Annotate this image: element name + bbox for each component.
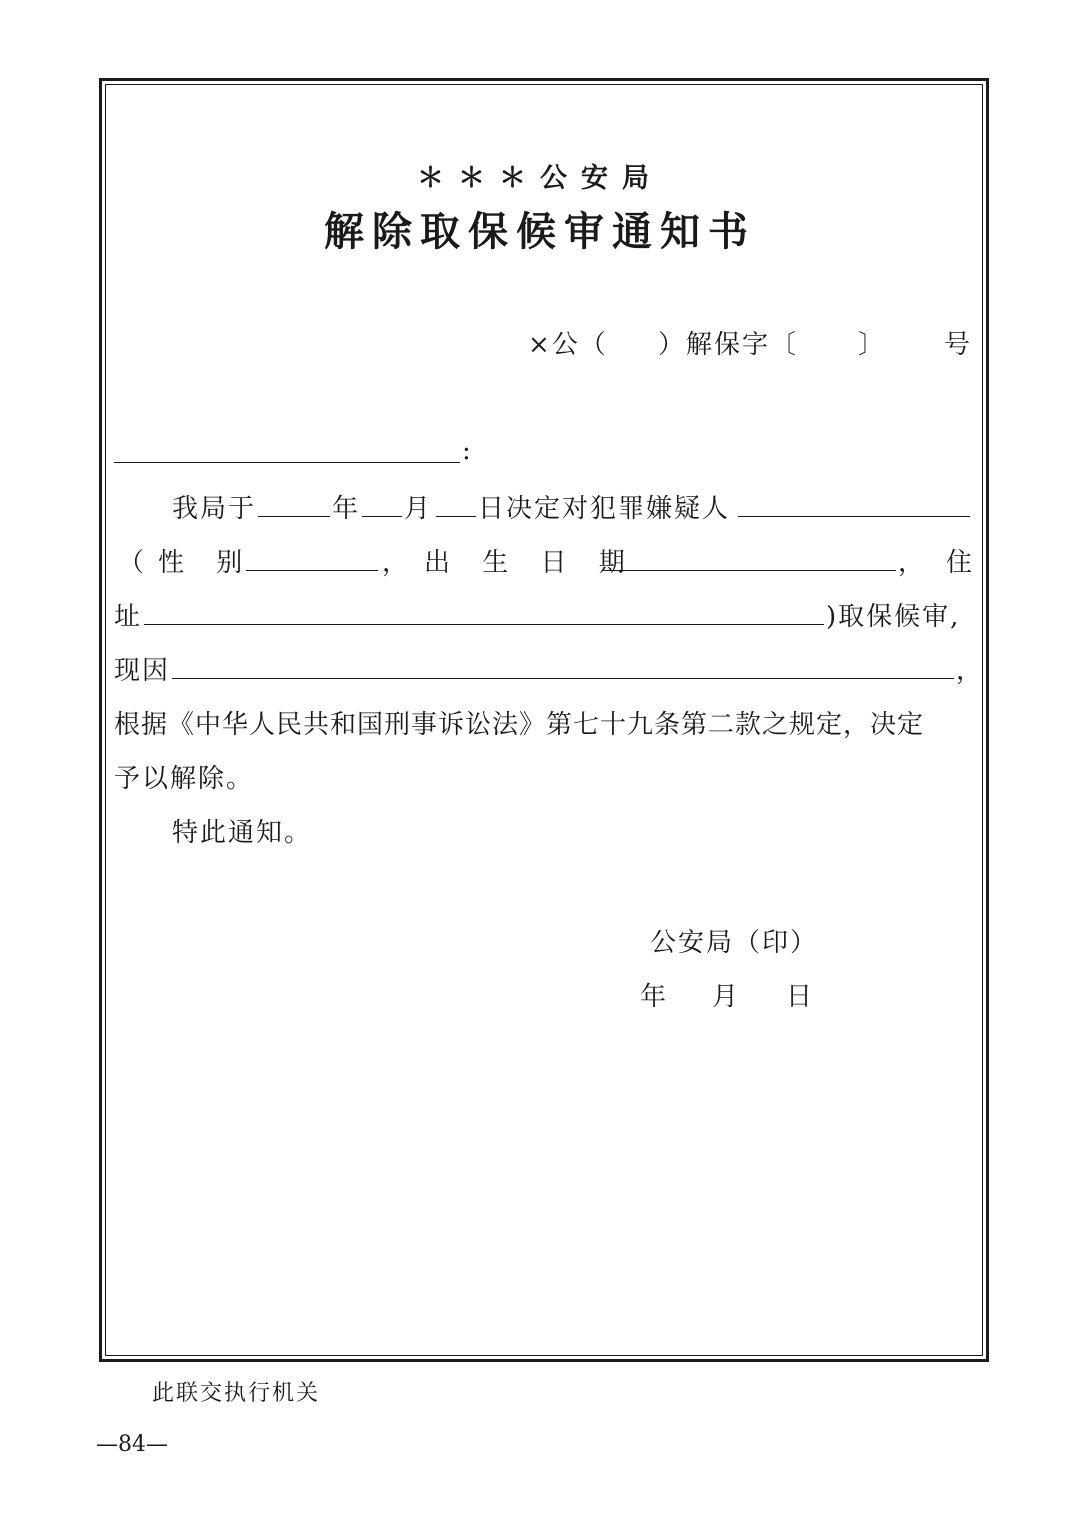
- recipient-colon: :: [462, 436, 473, 466]
- bail-text: )取保候审,: [826, 602, 961, 632]
- reason-comma: ，: [956, 656, 985, 686]
- reason-blank[interactable]: [172, 678, 954, 679]
- gender-label: 性 别: [158, 548, 255, 578]
- line2-comma2: ，: [898, 548, 927, 578]
- birth-date-label: 出 生 日 期: [424, 548, 637, 578]
- signature-year: 年: [640, 982, 669, 1012]
- legal-basis-text: 根据《中华人民共和国刑事诉讼法》第七十九条第二款之规定，决定: [114, 710, 925, 740]
- signature-month: 月: [712, 982, 741, 1012]
- signature-bureau: 公安局（印）: [650, 928, 819, 958]
- issuing-agency: ＊＊＊公安局: [417, 163, 663, 194]
- para1-day-decision: 日决定对犯罪嫌疑人: [478, 494, 731, 524]
- birth-date-blank[interactable]: [602, 570, 896, 571]
- line2-comma1: ，: [382, 548, 411, 578]
- release-text: 予以解除。: [114, 764, 255, 794]
- doc-number-suffix: 号: [944, 330, 973, 360]
- reason-label: 现因: [114, 656, 171, 686]
- para1-year-label: 年: [332, 494, 361, 524]
- address-blank[interactable]: [144, 624, 824, 625]
- para1-month-label: 月: [404, 494, 433, 524]
- notice-text: 特此通知。: [172, 818, 313, 848]
- page-number: —84—: [96, 1432, 168, 1457]
- month-blank[interactable]: [362, 516, 402, 517]
- day-blank[interactable]: [436, 516, 476, 517]
- gender-blank[interactable]: [246, 570, 378, 571]
- year-blank[interactable]: [258, 516, 330, 517]
- doc-number-middle: ）解保字〔: [658, 330, 799, 360]
- signature-day: 日: [786, 982, 815, 1012]
- copy-note: 此联交执行机关: [152, 1381, 321, 1406]
- address-label-part1: 住: [946, 548, 975, 578]
- doc-number-close: 〕: [858, 330, 887, 360]
- recipient-blank[interactable]: [114, 462, 460, 463]
- para1-lead: 我局于: [172, 494, 257, 524]
- line2-open-paren: （: [118, 548, 147, 578]
- address-label-part2: 址: [114, 602, 143, 632]
- suspect-name-blank[interactable]: [738, 516, 970, 517]
- document-title: 解除取保候审通知书: [324, 208, 756, 255]
- doc-number-prefix: ×公（: [528, 330, 608, 360]
